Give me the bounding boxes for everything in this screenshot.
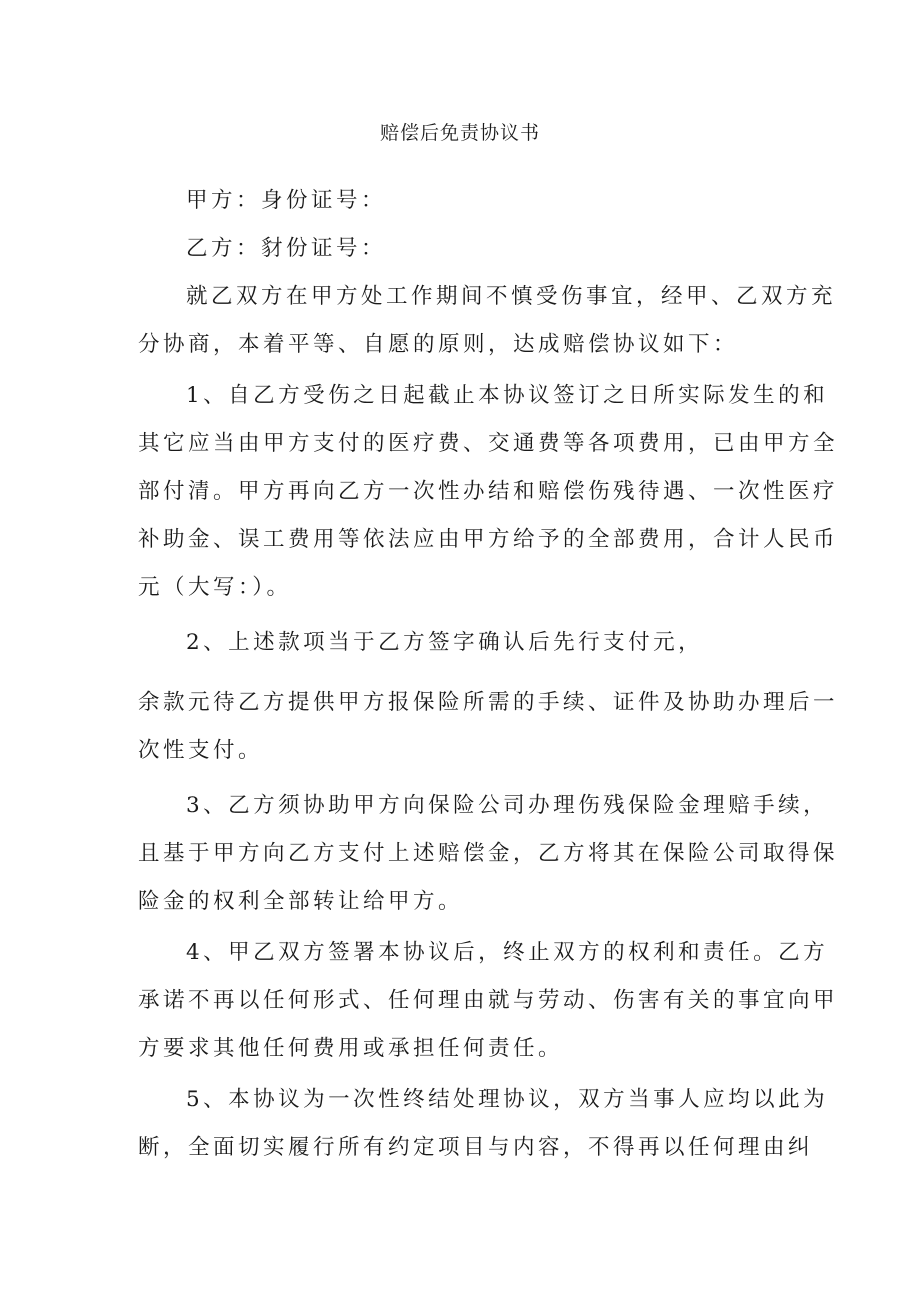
clause-1-line: 补助金、误工费用等依法应由甲方给予的全部费用，合计人民币	[138, 527, 839, 552]
clause-5-line: 5、本协议为一次性终结处理协议，双方当事人应均以此为	[186, 1087, 829, 1112]
clause-2-line: 次性支付。	[138, 738, 264, 763]
document-title: 赔偿后免责协议书	[379, 122, 540, 144]
clause-1-line: 部付清。甲方再向乙方一次性办结和赔偿伤残待遇、一次性医疗	[138, 479, 839, 504]
party-a-line: 甲方：身份证号：	[186, 188, 387, 213]
clause-1-line: 元（大写：）。	[138, 575, 292, 600]
clause-5-line: 断，全面切实履行所有约定项目与内容，不得再以任何理由纠	[138, 1135, 814, 1160]
clause-3-line: 且基于甲方向乙方支付上述赔偿金，乙方将其在保险公司取得保	[138, 841, 839, 866]
clause-4-line: 承诺不再以任何形式、任何理由就与劳动、伤害有关的事宜向甲	[138, 988, 839, 1013]
clause-2-line: 2、上述款项当于乙方签字确认后先行支付元，	[186, 630, 704, 655]
clause-3-line: 险金的权利全部转让给甲方。	[138, 889, 464, 914]
paragraph-line: 就乙双方在甲方处工作期间不慎受伤事宜，经甲、乙双方充	[186, 284, 837, 309]
clause-4-line: 4、甲乙双方签署本协议后，终止双方的权利和责任。乙方	[186, 940, 829, 965]
clause-1-line: 其它应当由甲方支付的医疗费、交通费等各项费用，已由甲方全	[138, 431, 839, 456]
party-b-line: 乙方：豺份证号：	[186, 236, 387, 261]
clause-1-line: 1、自乙方受伤之日起截止本协议签订之日所实际发生的和	[186, 383, 829, 408]
clause-3-line: 3、乙方须协助甲方向保险公司办理伤残保险金理赔手续，	[186, 793, 829, 818]
paragraph-line: 分协商，本着平等、自愿的原则，达成赔偿协议如下：	[138, 332, 739, 357]
clause-4-line: 方要求其他任何费用或承担任何责任。	[138, 1036, 564, 1061]
clause-2-line: 余款元待乙方提供甲方报保险所需的手续、证件及协助办理后一	[138, 690, 839, 715]
